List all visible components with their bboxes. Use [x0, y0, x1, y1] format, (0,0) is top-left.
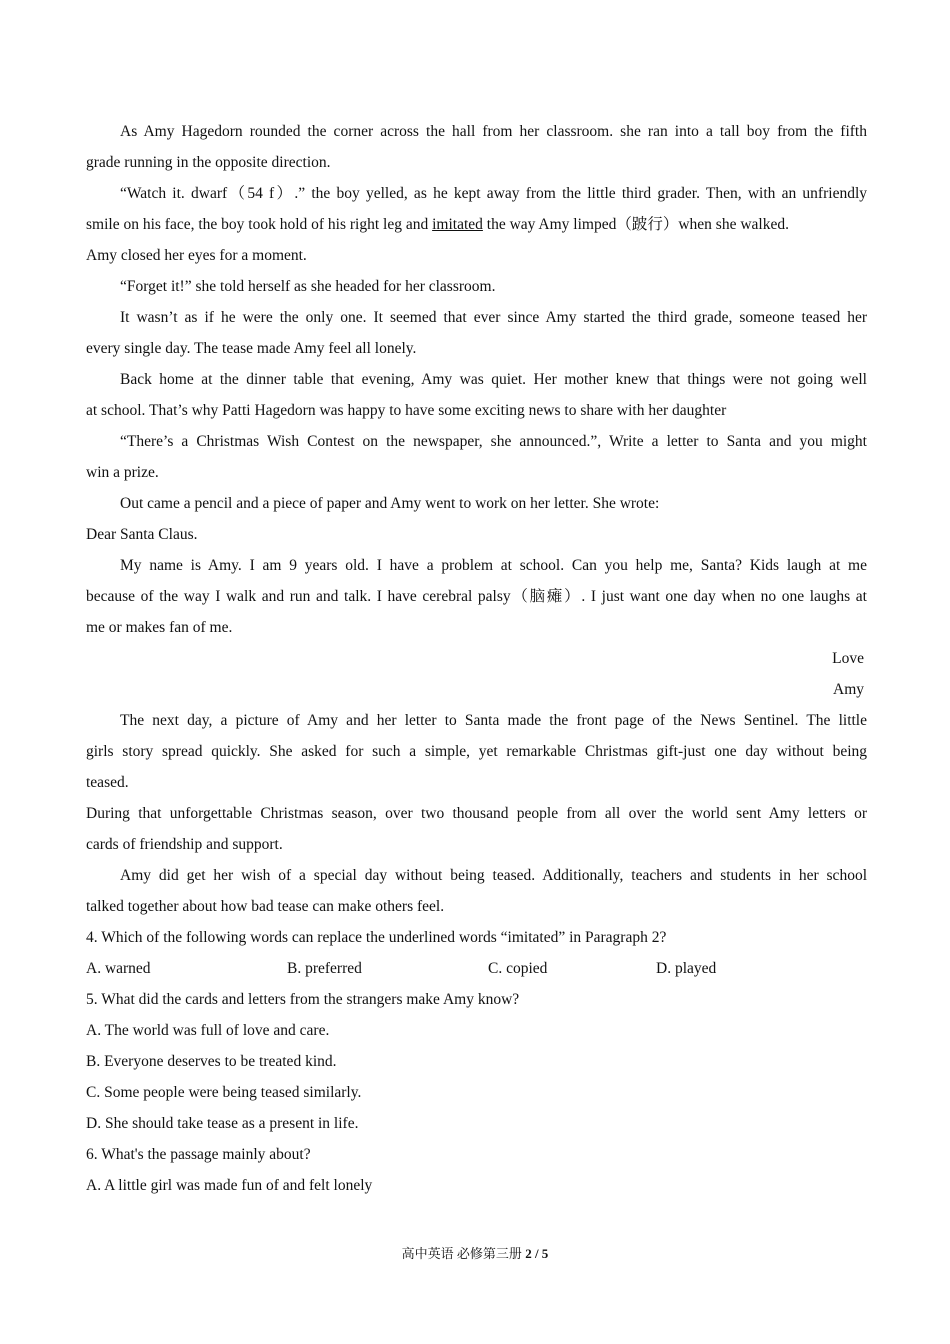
letter-line1: My name is Amy. I am 9 years old. I have a problem at school. Can you help me, Santa? Kids laugh at me [120, 557, 867, 574]
letter-line2: because of the way I walk and run and talk. I have cerebral palsy（脑瘫）. I just want one day when no one laughs at [86, 588, 867, 605]
document-page [86, 116, 867, 1201]
passage-p2-line2-before: smile on his face, the boy took hold of his right leg and [86, 216, 433, 233]
underlined-word-imitated: imitated [432, 216, 483, 233]
question-4-option-b: B. preferred [287, 960, 362, 977]
passage-p2-line1: “Watch it. dwarf（54 f）.” the boy yelled, as he kept away from the little third grader. Then, with an unfriendly [120, 185, 867, 202]
page-footer [0, 1245, 950, 1263]
passage-p2-line2-after: the way Amy limped（跛行）when she walked. [482, 216, 789, 233]
letter-closing: Love [832, 650, 864, 667]
passage-p10-line1: Amy did get her wish of a special day without being teased. Additionally, teachers and students in her school [120, 867, 867, 884]
question-5-stem: 5. What did the cards and letters from the strangers make Amy know? [86, 991, 520, 1008]
footer-title: 高中英语 必修第三册 [401, 1246, 526, 1261]
passage-p3-line1: “Forget it!” she told herself as she headed for her classroom. [120, 278, 496, 295]
letter-signature: Amy [833, 681, 864, 698]
page-number: 2 / 5 [525, 1246, 549, 1261]
letter-line3: me or makes fan of me. [86, 619, 233, 636]
passage-p2-line3: Amy closed her eyes for a moment. [86, 247, 307, 264]
passage-p5-line2: at school. That’s why Patti Hagedorn was happy to have some exciting news to share with her daughter [86, 402, 727, 419]
question-5-option-b: B. Everyone deserves to be treated kind. [86, 1053, 337, 1070]
passage-p8-line3: teased. [86, 774, 129, 791]
passage-p4-line2: every single day. The tease made Amy feel all lonely. [86, 340, 417, 357]
question-4-option-a: A. warned [86, 960, 151, 977]
passage-p5-line1: Back home at the dinner table that evening, Amy was quiet. Her mother knew that things were not going well [120, 371, 867, 388]
passage-p9-line2: cards of friendship and support. [86, 836, 283, 853]
passage-p6-line1: “There’s a Christmas Wish Contest on the newspaper, she announced.”, Write a letter to Santa and you might [120, 433, 867, 450]
passage-p1-line2: grade running in the opposite direction. [86, 154, 331, 171]
passage-p4-line1: It wasn’t as if he were the only one. It seemed that ever since Amy started the third grade, someone teased her [120, 309, 867, 326]
question-6-stem: 6. What's the passage mainly about? [86, 1146, 311, 1163]
question-4-options [86, 953, 867, 984]
passage-p8-line1: The next day, a picture of Amy and her letter to Santa made the front page of the News Sentinel. The little [120, 712, 867, 729]
question-5-option-d: D. She should take tease as a present in life. [86, 1115, 359, 1132]
passage-p1-line1: As Amy Hagedorn rounded the corner across the hall from her classroom. she ran into a tall boy from the fifth [120, 123, 867, 140]
question-4-stem: 4. Which of the following words can replace the underlined words “imitated” in Paragraph 2? [86, 929, 667, 946]
passage-p7-line1: Out came a pencil and a piece of paper and Amy went to work on her letter. She wrote: [120, 495, 660, 512]
question-5-option-a: A. The world was full of love and care. [86, 1022, 330, 1039]
passage-p8-line2: girls story spread quickly. She asked for such a simple, yet remarkable Christmas gift-just one day without being [86, 743, 867, 760]
question-5-option-c: C. Some people were being teased similarly. [86, 1084, 362, 1101]
passage-p10-line2: talked together about how bad tease can make others feel. [86, 898, 445, 915]
passage-p9-line1: During that unforgettable Christmas season, over two thousand people from all over the world sent Amy letters or [86, 805, 867, 822]
letter-greeting: Dear Santa Claus. [86, 526, 198, 543]
passage-p2-line2 [86, 209, 867, 240]
question-4-option-d: D. played [656, 960, 717, 977]
question-6-option-a: A. A little girl was made fun of and felt lonely [86, 1177, 373, 1194]
passage-p6-line2: win a prize. [86, 464, 159, 481]
question-4-option-c: C. copied [488, 960, 548, 977]
